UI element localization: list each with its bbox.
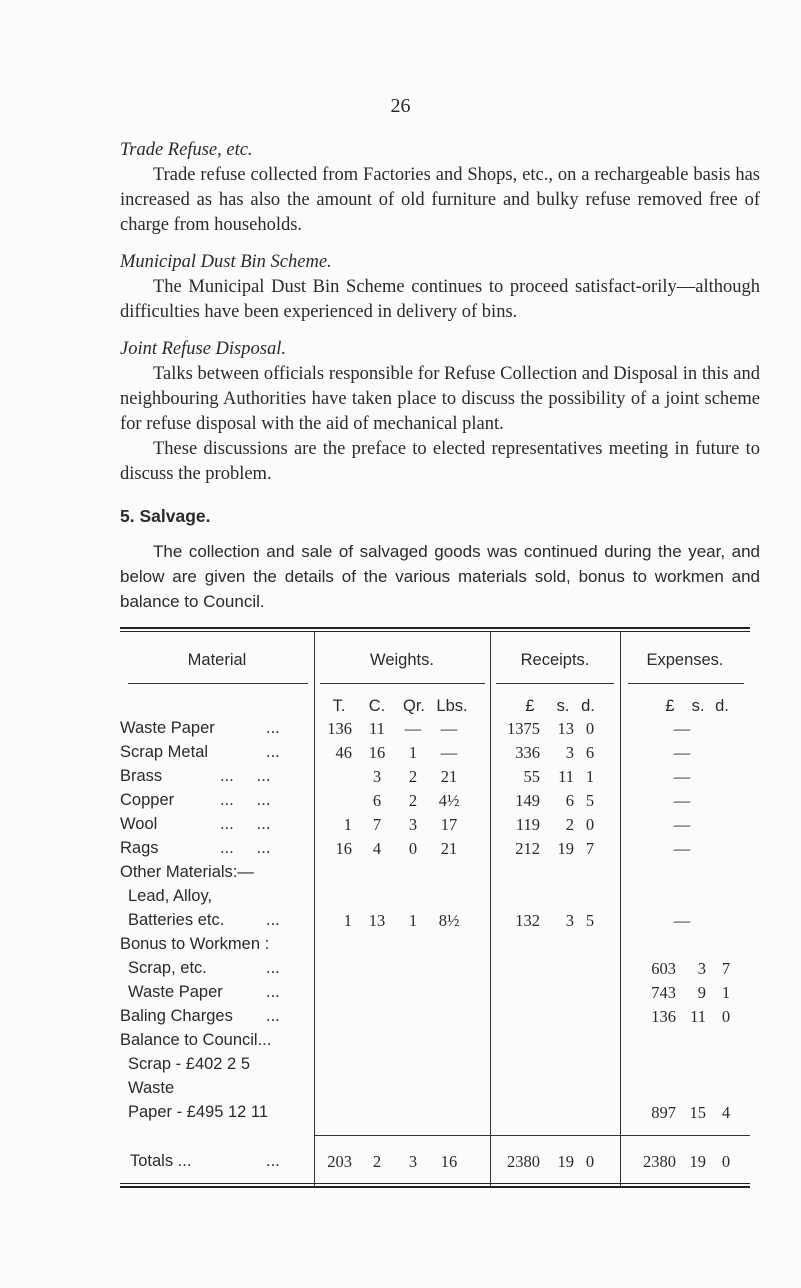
weight-qr: 2 [408, 791, 418, 810]
weight-tons: 1 [343, 815, 352, 834]
joint-refuse-section [120, 337, 760, 487]
row-dots: ... [266, 911, 280, 929]
unit-cwt: C. [368, 697, 386, 715]
bonus-scrap-label: Scrap, etc. [128, 959, 207, 977]
weight-cwt: 11 [369, 719, 385, 738]
row-label: Brass [120, 767, 163, 785]
total-cwt: 2 [372, 1152, 382, 1171]
row-dots: ... [266, 1007, 280, 1025]
weight-qr: — [404, 719, 422, 738]
expense-pounds: 743 [651, 983, 676, 1002]
row-label: Waste Paper [120, 719, 215, 737]
receipt-shillings: 2 [565, 815, 574, 834]
salvage-text: The collection and sale of salvaged goods was continued during the year, and below are given the details of the various materials sold, bonus to workmen and balance to Council. [120, 542, 760, 611]
balance-waste: Waste [128, 1079, 175, 1097]
weight-cwt: 3 [372, 767, 382, 786]
weight-lbs: — [440, 719, 458, 738]
trade-refuse-section [120, 138, 760, 238]
header-expenses: Expenses. [646, 651, 724, 669]
baling-label: Baling Charges [120, 1007, 233, 1025]
total-receipt-pounds: 2380 [507, 1152, 540, 1171]
expense-pounds: 136 [651, 1007, 676, 1026]
column-divider [620, 1071, 621, 1186]
total-lbs: 16 [440, 1152, 458, 1171]
receipt-pence: 0 [585, 815, 595, 834]
row-dots: ... [266, 983, 280, 1001]
other-materials-label: Other Materials:— [120, 863, 254, 881]
weight-lbs: 4½ [438, 791, 460, 810]
salvage-section [120, 506, 760, 614]
other-materials-sub: Lead, Alloy, [128, 887, 213, 905]
weight-lbs: 8½ [438, 911, 460, 930]
receipt-shillings: 3 [565, 911, 574, 930]
row-dots: ... [266, 743, 280, 761]
total-tons: 203 [327, 1152, 352, 1171]
joint-refuse-text-1: Talks between officials responsible for Refuse Collection and Disposal in this and neighbouring Authorities have taken place to discuss the possibility of a joint scheme for refuse disposal with the aid of mechanical plant. [120, 364, 760, 434]
column-divider [314, 1071, 315, 1186]
column-divider [314, 632, 315, 1077]
balance-scrap: Scrap - £402 2 5 [128, 1055, 250, 1073]
municipal-dust-bin-text: The Municipal Dust Bin Scheme continues to proceed satisfact-orily—although difficulties have been experienced in delivery of bins. [120, 277, 760, 322]
receipt-pence: 5 [585, 911, 595, 930]
totals-label: Totals ... [130, 1152, 192, 1170]
bonus-waste-label: Waste Paper [128, 983, 223, 1001]
unit-pence: d. [581, 697, 595, 715]
expense-pence: 4 [721, 1103, 731, 1122]
header-underline [628, 683, 744, 684]
row-dots: ... [266, 959, 280, 977]
unit-pounds: £ [665, 697, 675, 715]
expense-shillings: 9 [697, 983, 706, 1002]
receipt-shillings: 3 [565, 743, 574, 762]
trade-refuse-text: Trade refuse collected from Factories and Shops, etc., on a rechargeable basis has increased as has also the amount of old furniture and bulky refuse removed free of charge from households. [120, 165, 760, 235]
expense-dash: — [673, 911, 691, 930]
weight-cwt: 13 [368, 911, 386, 930]
expense-dash: — [673, 767, 691, 786]
weight-lbs: 17 [440, 815, 458, 834]
weight-lbs: 21 [440, 839, 458, 858]
column-divider [490, 632, 491, 1077]
weight-tons: 46 [335, 743, 352, 762]
total-receipt-pence: 0 [585, 1152, 595, 1171]
expense-pounds: 897 [651, 1103, 676, 1122]
salvage-heading: 5. Salvage. [120, 506, 211, 526]
receipt-pence: 0 [585, 719, 595, 738]
row-dots: ... ... [220, 791, 271, 809]
row-dots: ... ... [220, 767, 271, 785]
municipal-dust-bin-section [120, 250, 760, 325]
column-divider [490, 1071, 491, 1186]
header-material: Material [187, 651, 247, 669]
trade-refuse-heading: Trade Refuse, etc. [120, 140, 253, 160]
row-dots: ... [266, 719, 280, 737]
total-expense-pounds: 2380 [643, 1152, 676, 1171]
expense-dash: — [673, 743, 691, 762]
header-underline [320, 683, 485, 684]
unit-pounds: £ [525, 697, 535, 715]
salvage-table [120, 627, 750, 1072]
weight-qr: 3 [408, 815, 418, 834]
row-dots: ... ... [220, 815, 271, 833]
column-divider [620, 632, 621, 1077]
receipt-pence: 6 [585, 743, 595, 762]
weight-cwt: 7 [372, 815, 382, 834]
weight-tons: 16 [335, 839, 352, 858]
receipt-pence: 1 [585, 767, 595, 786]
receipt-pounds: 212 [515, 839, 540, 858]
municipal-dust-bin-heading: Municipal Dust Bin Scheme. [120, 252, 332, 272]
header-underline [128, 683, 308, 684]
total-receipt-shillings: 19 [557, 1152, 574, 1171]
row-label: Scrap Metal [120, 743, 209, 761]
weight-lbs: 21 [440, 767, 458, 786]
weight-qr: 0 [408, 839, 418, 858]
joint-refuse-heading: Joint Refuse Disposal. [120, 339, 286, 359]
weight-qr: 2 [408, 767, 418, 786]
weight-lbs: — [440, 743, 458, 762]
row-dots: ... [266, 1152, 280, 1170]
receipt-pounds: 132 [515, 911, 540, 930]
header-receipts: Receipts. [520, 651, 590, 669]
row-label: Copper [120, 791, 175, 809]
balance-waste-paper: Paper - £495 12 11 [128, 1103, 269, 1121]
receipt-shillings: 6 [565, 791, 574, 810]
expense-dash: — [673, 839, 691, 858]
expense-dash: — [673, 791, 691, 810]
expense-shillings: 11 [690, 1007, 706, 1026]
unit-pence: d. [715, 697, 729, 715]
expense-pence: 7 [721, 959, 731, 978]
receipt-shillings: 13 [557, 719, 574, 738]
receipt-pence: 5 [585, 791, 595, 810]
unit-tons: T. [332, 697, 346, 715]
receipt-pounds: 149 [515, 791, 540, 810]
total-expense-shillings: 19 [689, 1152, 706, 1171]
totals-rule [315, 1135, 490, 1136]
other-materials-sub: Batteries etc. [128, 911, 225, 929]
header-underline [496, 683, 614, 684]
receipt-shillings: 19 [557, 839, 574, 858]
page-number: 26 [390, 95, 411, 117]
receipt-pence: 7 [585, 839, 595, 858]
weight-cwt: 6 [372, 791, 382, 810]
expense-pence: 1 [721, 983, 731, 1002]
weight-cwt: 4 [372, 839, 382, 858]
balance-label: Balance to Council... [120, 1031, 272, 1049]
totals-rule [491, 1135, 620, 1136]
receipt-pounds: 336 [515, 743, 540, 762]
expense-shillings: 15 [689, 1103, 706, 1122]
row-dots: ... ... [220, 839, 271, 857]
bonus-label: Bonus to Workmen : [120, 935, 270, 953]
weight-cwt: 16 [368, 743, 386, 762]
unit-shillings: s. [556, 697, 570, 715]
table-bottom-rule-thin [120, 1183, 750, 1184]
receipt-pounds: 1375 [507, 719, 540, 738]
unit-shillings: s. [691, 697, 705, 715]
expense-pounds: 603 [651, 959, 676, 978]
expense-shillings: 3 [697, 959, 706, 978]
total-qr: 3 [408, 1152, 418, 1171]
unit-qr: Qr. [402, 697, 425, 715]
expense-pence: 0 [721, 1007, 731, 1026]
totals-rule [621, 1135, 750, 1136]
header-weights: Weights. [370, 651, 434, 669]
table-top-rule-thin [120, 631, 750, 632]
joint-refuse-text-2: These discussions are the preface to elected representatives meeting in future to discuss the problem. [120, 439, 760, 484]
unit-lbs: Lbs. [436, 697, 468, 715]
receipt-pounds: 119 [515, 815, 540, 834]
weight-qr: 1 [408, 911, 418, 930]
weight-qr: 1 [408, 743, 418, 762]
table-top-rule [120, 627, 750, 629]
table-bottom-rule [120, 1186, 750, 1188]
total-expense-pence: 0 [721, 1152, 731, 1171]
weight-tons: 1 [343, 911, 352, 930]
receipt-pounds: 55 [523, 767, 540, 786]
weight-tons: 136 [327, 719, 352, 738]
expense-dash: — [673, 719, 691, 738]
receipt-shillings: 11 [558, 767, 574, 786]
row-label: Rags [120, 839, 159, 857]
row-label: Wool [120, 815, 158, 833]
expense-dash: — [673, 815, 691, 834]
